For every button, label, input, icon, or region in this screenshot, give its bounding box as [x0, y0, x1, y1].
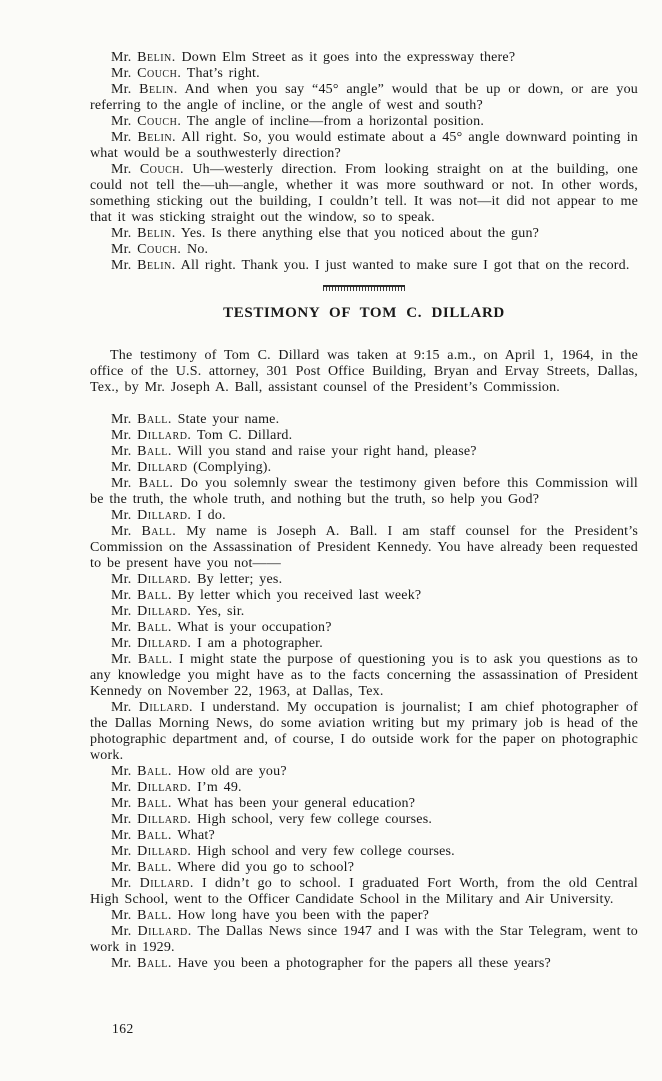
dialog-paragraph: Mr. Ball. Have you been a photographer for the papers all these years?	[111, 956, 551, 971]
dialog-paragraph: Mr. Belin. And when you say “45° angle” would that be up or down, or are you referring to the angle of incline, or the angle of west and south?	[90, 82, 638, 113]
speaker-name: Mr. Dillard.	[111, 844, 192, 859]
dialog-paragraph: Mr. Dillard. I understand. My occupation is journalist; I am chief photographer of the Dallas Morning News, do some aviation writing but my primary job is head of the photographic department and, of course, I do outside work for the paper on photographic work.	[90, 700, 638, 763]
page-number: 162	[112, 1021, 134, 1036]
speaker-name: Mr. Dillard.	[111, 700, 194, 715]
speaker-name: Mr. Dillard.	[111, 508, 192, 523]
dialog-paragraph: Mr. Dillard. I didn’t go to school. I graduated Fort Worth, from the old Central High School, went to the Officer Candidate School in the Military and Air University.	[90, 876, 638, 907]
dialog-paragraph: Mr. Ball. Will you stand and raise your right hand, please?	[111, 444, 477, 459]
dialog-paragraph: Mr. Belin. All right. Thank you. I just wanted to make sure I got that on the record.	[111, 258, 630, 273]
speaker-name: Mr. Dillard.	[111, 812, 192, 827]
speaker-name: Mr. Dillard.	[111, 924, 192, 939]
dialog-paragraph: Mr. Ball. How old are you?	[111, 764, 287, 779]
speaker-name: Mr. Ball.	[111, 908, 172, 923]
page-content	[90, 50, 638, 972]
dialog-paragraph: Mr. Dillard. Tom C. Dillard.	[111, 428, 293, 443]
dialog-paragraph: Mr. Dillard. High school and very few college courses.	[111, 844, 455, 859]
dialog-paragraph: Mr. Belin. All right. So, you would estimate about a 45° angle downward pointing in what would be a southwesterly direction?	[90, 130, 639, 161]
belin-couch-dialog	[90, 50, 638, 274]
speaker-name: Mr. Ball.	[111, 956, 172, 971]
speaker-name: Mr. Couch.	[111, 162, 184, 177]
dialog-paragraph: Mr. Ball. I might state the purpose of questioning you is to ask you questions as to any knowledge you might have as to the facts concerning the assassination of President Kennedy on November 22, 1963, at Dallas, Tex.	[90, 652, 638, 699]
speaker-name: Mr. Dillard.	[111, 636, 192, 651]
speaker-name: Mr. Ball.	[111, 620, 172, 635]
speaker-name: Mr. Ball.	[111, 444, 172, 459]
testimony-intro: The testimony of Tom C. Dillard was taken at 9:15 a.m., on April 1, 1964, in the office of the U.S. attorney, 301 Post Office Building, Bryan and Ervay Streets, Dallas, Tex., by Mr. Joseph A. Ball, assistant counsel of the President’s Commission.	[90, 348, 638, 395]
speaker-name: Mr. Belin.	[111, 226, 176, 241]
speaker-name: Mr. Dillard.	[111, 780, 192, 795]
speaker-name: Mr. Ball.	[111, 796, 172, 811]
dialog-paragraph: Mr. Ball. By letter which you received last week?	[111, 588, 422, 603]
dialog-paragraph: Mr. Dillard. By letter; yes.	[111, 572, 283, 587]
testimony-heading: TESTIMONY OF TOM C. DILLARD	[223, 305, 505, 321]
dialog-paragraph: Mr. Ball. What is your occupation?	[111, 620, 332, 635]
dialog-paragraph: Mr. Dillard. I am a photographer.	[111, 636, 323, 651]
speaker-name: Mr. Belin.	[111, 82, 178, 97]
speaker-name: Mr. Couch.	[111, 114, 182, 129]
speaker-name: Mr. Dillard.	[111, 876, 194, 891]
dialog-paragraph: Mr. Dillard. High school, very few college courses.	[111, 812, 433, 827]
speaker-name: Mr. Couch.	[111, 66, 182, 81]
dialog-paragraph: Mr. Ball. Do you solemnly swear the testimony given before this Commission will be the truth, the whole truth, and nothing but the truth, so help you God?	[90, 476, 639, 507]
dialog-paragraph: Mr. Ball. Where did you go to school?	[111, 860, 355, 875]
dialog-paragraph: Mr. Dillard. Yes, sir.	[111, 604, 245, 619]
dialog-paragraph: Mr. Ball. How long have you been with the paper?	[111, 908, 429, 923]
speaker-name: Mr. Ball.	[111, 860, 172, 875]
dialog-paragraph: Mr. Ball. What?	[111, 828, 215, 843]
speaker-name: Mr. Ball.	[111, 476, 174, 491]
speaker-name: Mr. Dillard	[111, 460, 188, 475]
dialog-paragraph: Mr. Ball. What has been your general education?	[111, 796, 416, 811]
dialog-paragraph: Mr. Ball. State your name.	[111, 412, 280, 427]
speaker-name: Mr. Ball.	[111, 764, 172, 779]
speaker-name: Mr. Belin.	[111, 258, 176, 273]
section-divider	[323, 285, 405, 291]
speaker-name: Mr. Ball.	[111, 652, 173, 667]
speaker-name: Mr. Couch.	[111, 242, 182, 257]
dialog-paragraph: Mr. Dillard. The Dallas News since 1947 and I was with the Star Telegram, went to work in 1929.	[90, 924, 638, 955]
dialog-paragraph: Mr. Dillard. I do.	[111, 508, 226, 523]
dialog-paragraph: Mr. Belin. Yes. Is there anything else that you noticed about the gun?	[111, 226, 540, 241]
speaker-name: Mr. Belin.	[111, 130, 177, 145]
dialog-paragraph: Mr. Ball. My name is Joseph A. Ball. I am staff counsel for the President’s Commission on the Assassination of President Kennedy. You have already been requested to be present have you not——	[90, 524, 639, 571]
speaker-name: Mr. Dillard.	[111, 572, 192, 587]
speaker-name: Mr. Belin.	[111, 50, 176, 65]
speaker-name: Mr. Ball.	[111, 588, 172, 603]
dialog-paragraph: Mr. Dillard (Complying).	[111, 460, 272, 475]
speaker-name: Mr. Ball.	[111, 524, 177, 539]
dialog-paragraph: Mr. Couch. The angle of incline—from a horizontal position.	[111, 114, 485, 129]
dialog-paragraph: Mr. Couch. That’s right.	[111, 66, 260, 81]
dialog-paragraph: Mr. Couch. No.	[111, 242, 209, 257]
dialog-paragraph: Mr. Couch. Uh—westerly direction. From looking straight on at the building, one could not tell the—uh—angle, whether it was more southward or not. In other words, something sticking out the building, I couldn’t tell. It was not—it did not appear to me that it was sticking straight out the window, so to speak.	[90, 162, 639, 225]
speaker-name: Mr. Dillard.	[111, 604, 192, 619]
speaker-name: Mr. Ball.	[111, 412, 172, 427]
speaker-name: Mr. Ball.	[111, 828, 172, 843]
dialog-paragraph: Mr. Dillard. I’m 49.	[111, 780, 242, 795]
ball-dillard-dialog	[90, 412, 638, 972]
dialog-paragraph: Mr. Belin. Down Elm Street as it goes into the expressway there?	[111, 50, 516, 65]
speaker-name: Mr. Dillard.	[111, 428, 192, 443]
